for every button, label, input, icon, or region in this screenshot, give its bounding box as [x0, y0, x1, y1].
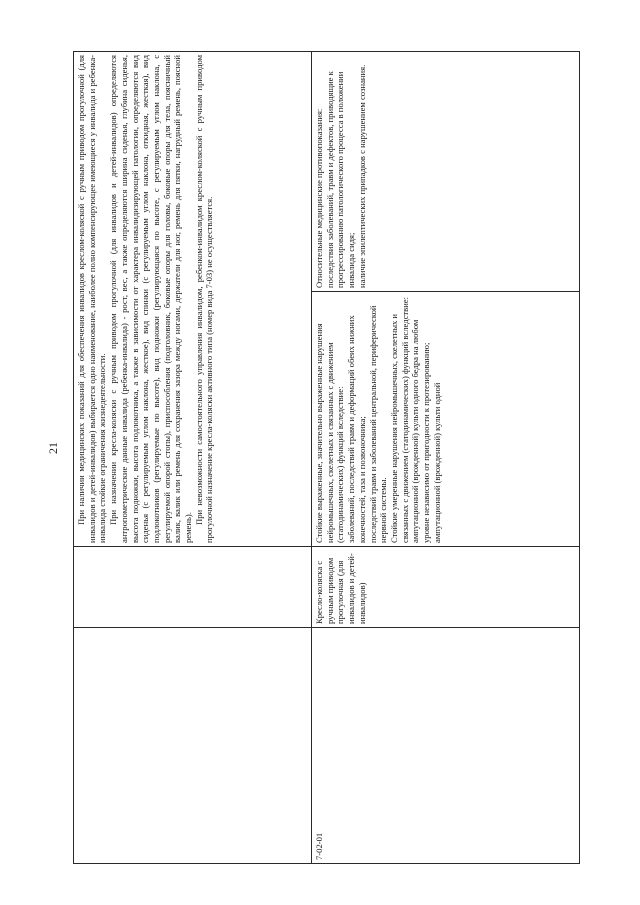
intro-paragraph-3: При невозможности самостоятельного управления инвалидом, ребенком-инвалидом креслом-коляской с ручным приводом прогулочной назначение кресла-коляски активного типа (номер вида 7-03) не осуществляется. [193, 54, 215, 543]
empty-cell-top-name [74, 547, 312, 628]
table-row [312, 51, 580, 863]
indications-cell: Стойкие выраженные, значительно выраженные нарушения нейромышечных, скелетных и связанных с движением (статодинамических) функций вследствие: заболеваний, последствий травм и деформаций обеих нижних конечностей, таза и позвоночника; последствий травм и заболеваний центральной, периферической нервной системы. Стойкие умеренные нарушения нейромышечных, скелетных и связанных с движением (статодинамических) функций вследствие: ампутационной (врожденной) культи одного бедра на любом уровне независимо от пригодности к протезированию; ампутационной (врожденной) культи одной [312, 292, 580, 547]
contraindications-cell: Относительные медицинские противопоказания: последствия заболеваний, травм и дефектов, приводящие к прогрессированию патологического процесса в положении инвалида сидя; наличие эпилептических припадков с нарушением сознания. [312, 51, 580, 291]
intro-cell [74, 51, 312, 546]
page-number: 21 [46, 442, 60, 454]
intro-paragraph-2: При назначении кресла-коляски с ручным приводом прогулочной (для инвалидов и детей-инвалидов) определяются антропометрические данные инвалида (ребенка-инвалида) - рост, вес, а также определяются ширина сиденья, глубина сиденья, высота подножки, высота подлокотника, а также в зависимости от характера инвалидизирующей патологии, определяются вид сиденья (с регулируемым углом наклона, жесткое), вид спинки (с регулируемым углом наклона, откидная, жесткая), вид подлокотников (регулируемые по высоте), вид подножки (регулирующаяся по высоте, с регулируемым углом наклона, с регулируемой опорой стопы), приспособления (подголовник, боковые опоры для головы, боковые опоры для тела, поясничный валик, валик или ремень для сохранения зазора между ногами, держатели для ног, ремень для пятки, нагрудный ремень, поясной ремень). [108, 54, 194, 543]
provision-table [73, 51, 580, 864]
document-sheet [73, 52, 579, 864]
intro-paragraph-1: При наличии медицинских показаний для обеспечения инвалидов креслом-коляской с ручным приводом прогулочной (для инвалидов и детей-инвалидов) выбирается одно наименование, наиболее полно компенсирующее имеющиеся у инвалида и ребенка-инвалида стойкие ограничения жизнедеятельности. [76, 54, 108, 543]
product-name-cell: Кресло-коляска с ручным приводом прогулочная (для инвалидов и детей-инвалидов) [312, 547, 580, 628]
table-row-intro [74, 51, 312, 863]
product-code-cell: 7-02-01 [312, 628, 580, 864]
empty-cell-top-left [74, 628, 312, 864]
